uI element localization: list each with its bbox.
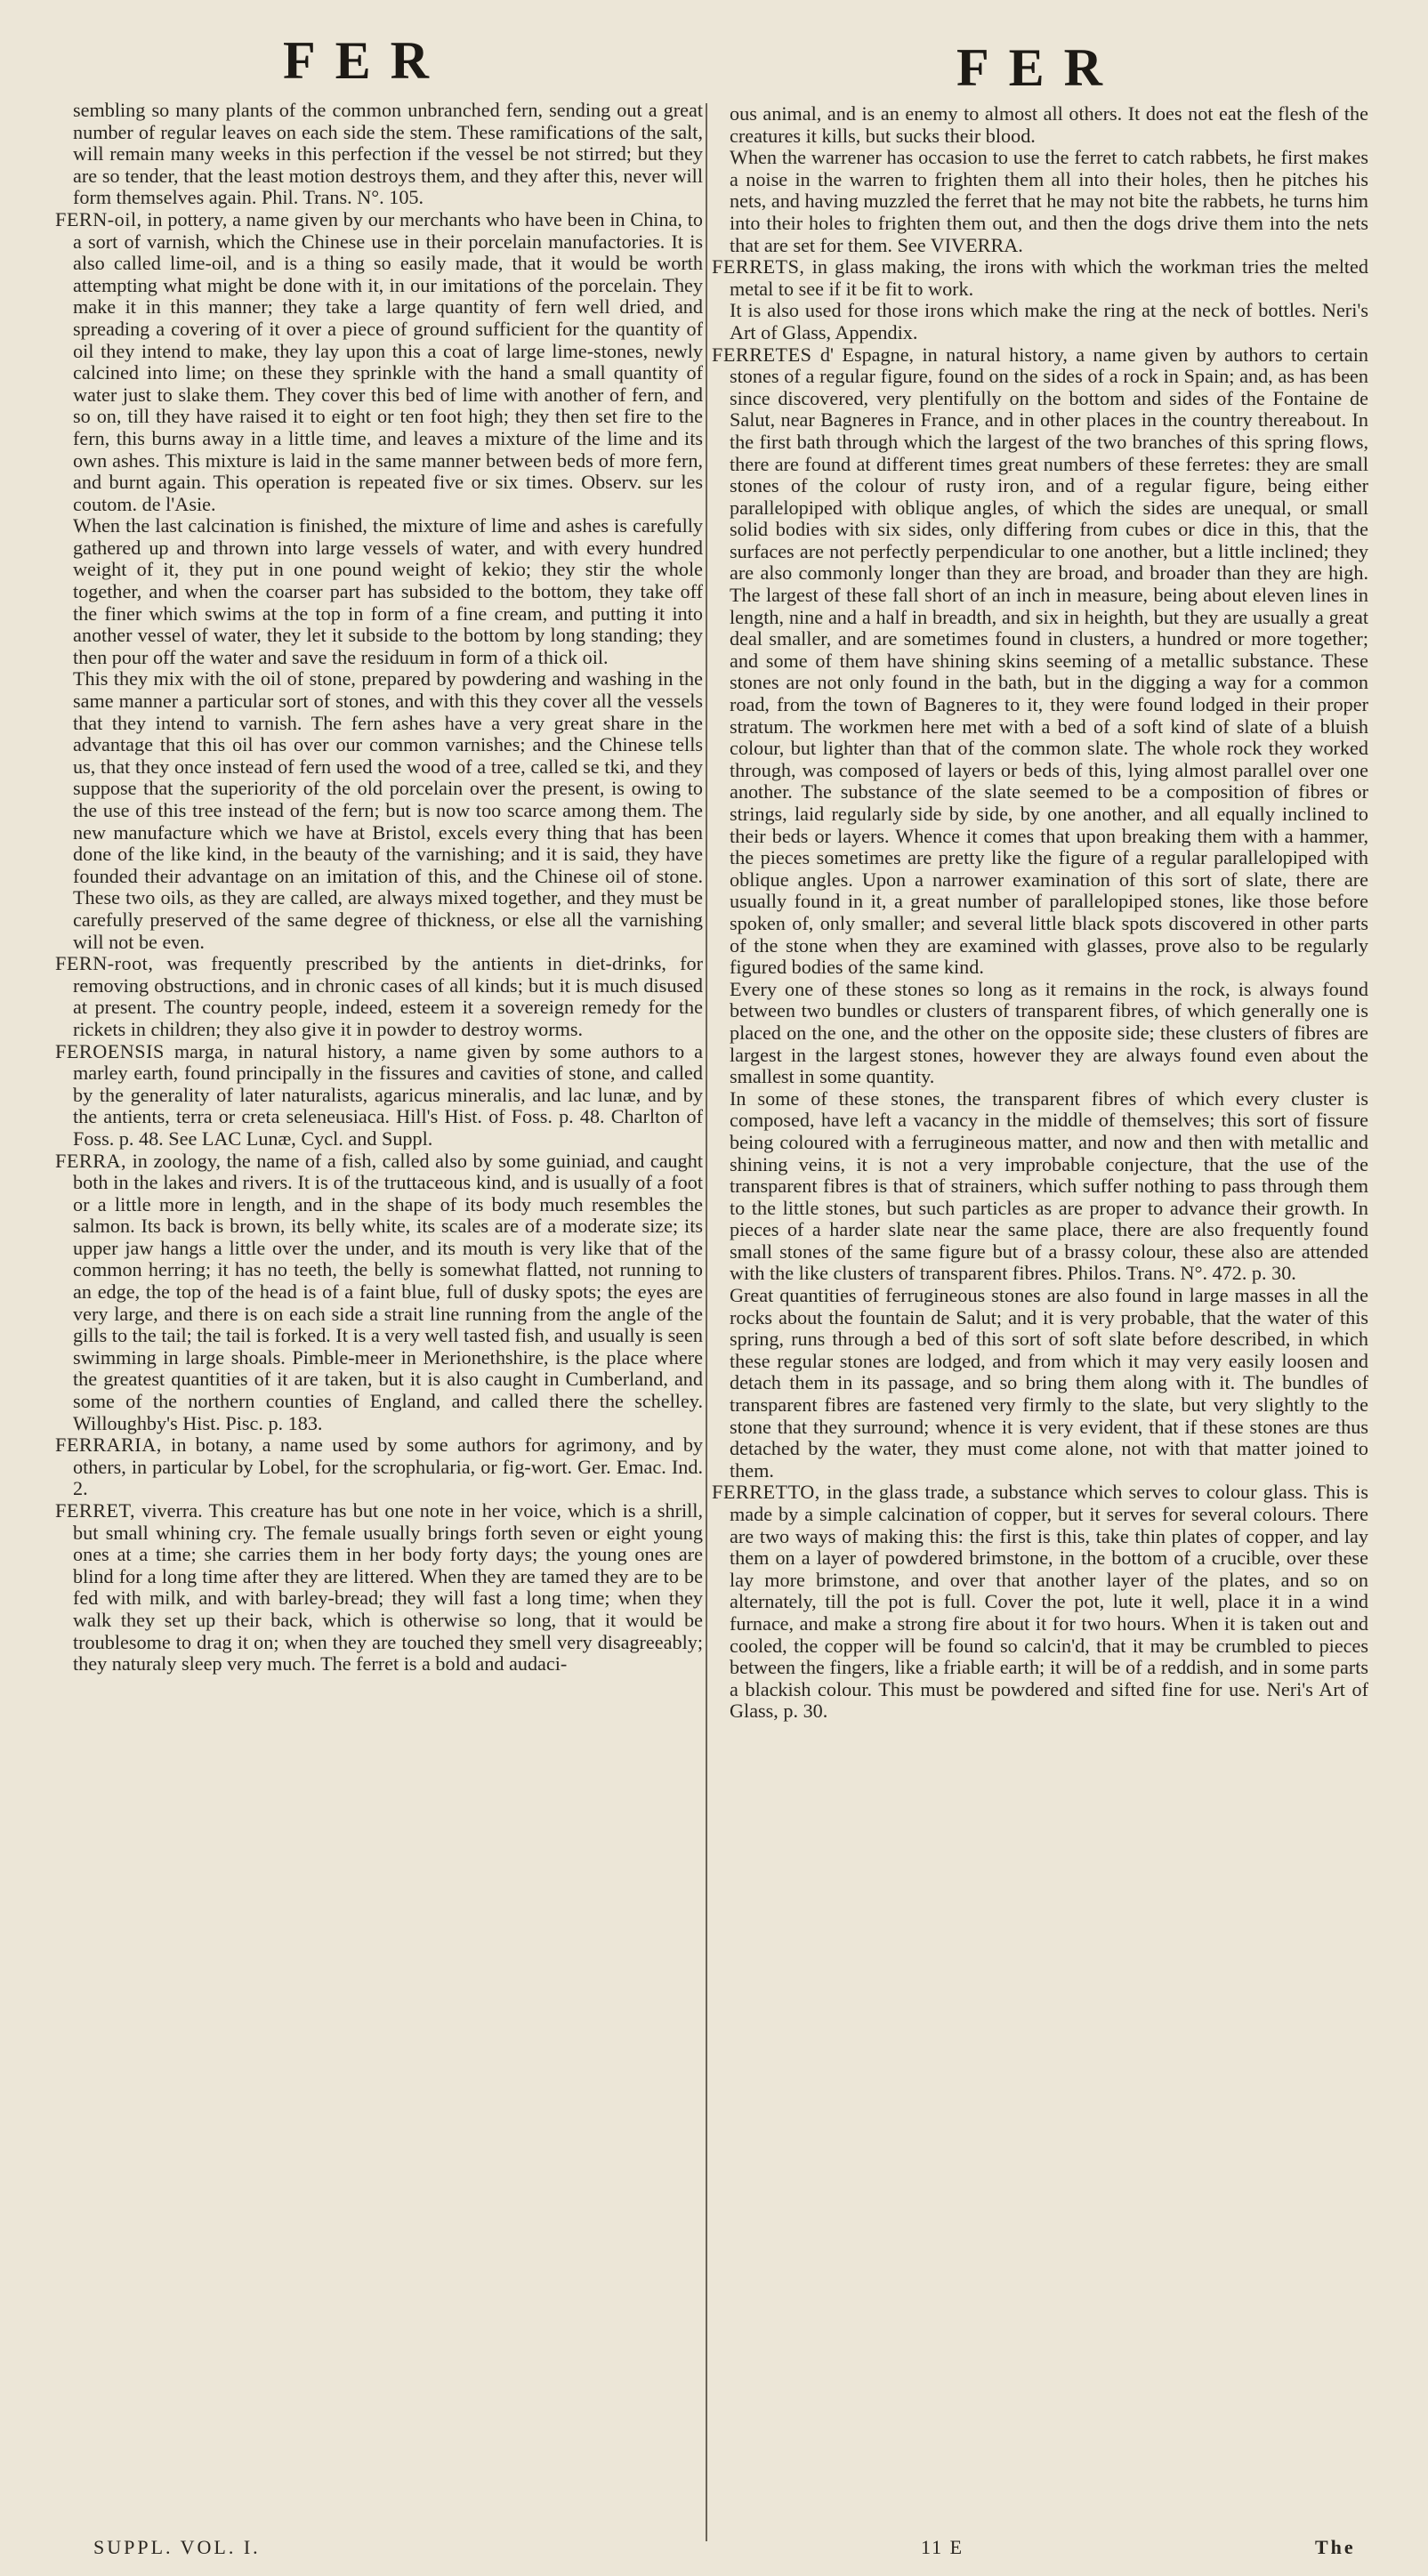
entry-text: This they mix with the oil of stone, prepared by powdering and washing in the same manner a particular sort of stones, and with this they cover all the vessels that they intend to varnish. The fern ashes have a very great share in the advantage that this oil has over our common varnishes; and the Chinese tells us, that they once instead of fern used the wood of a tree, called se tki, and they suppose that the superiority of the old porcelain over the present, is owing to the use of this tree instead of the fern; but is now too scarce among them. The new manufacture which we have at Bristol, excels every thing that has been done of the like kind, in the beauty of the varnishing; and it is said, they have founded their advantage on an imitation of this, and the Chinese oil of stone. These two oils, as they are called, are always mixed together, and they must be carefully preserved of the same degree of thickness, or else all the varnishing will not be even. xyxy=(73,667,703,953)
entry-text: In some of these stones, the transparent fibres of which every cluster is composed, have left a vacancy in the middle of themselves; this sort of fissure being coloured with a ferrugineous matter, and now and then with metallic and shining veins, it is not a very improbable conjecture, that the use of the transparent fibres is that of strainers, which suffer nothing to pass through them to the little stones, but such particles as are proper to advance their growth. In pieces of a harder slate near the same place, there are also frequently found small stones of the same figure but of a brassy colour, these also are attended with the like clusters of transparent fibres. Philos. Trans. N°. 472. p. 30. xyxy=(730,1086,1368,1285)
entry-paragraph xyxy=(55,515,703,668)
entry-text: When the last calcination is finished, the mixture of lime and ashes is carefully gathered up and thrown into large vessels of water, and with every hundred weight of it, they put in one pound weight of kekio; they stir the whole together, and when the coarser part has subsided to the bottom, they take off the finer which swims at the top in form of a fine cream, and putting it into another vessel of water, they let it subside to the bottom by long standing; they then pour off the water and save the residuum in form of a thick oil. xyxy=(73,514,703,668)
dictionary-entry xyxy=(712,1482,1368,1723)
entry-headword: FERRETES xyxy=(712,343,812,366)
dictionary-entry xyxy=(55,209,703,515)
entry-headword: FERRA, xyxy=(55,1149,127,1172)
dictionary-entry xyxy=(55,953,703,1040)
footer-catchword: The xyxy=(1315,2536,1356,2558)
entry-text: It is also used for those irons which make the ring at the neck of bottles. Neri's Art of Glass, Appendix. xyxy=(730,299,1368,343)
dictionary-entry xyxy=(55,1434,703,1500)
entry-headword: FERRARIA, xyxy=(55,1433,162,1457)
entry-text: was frequently prescribed by the antients in diet-drinks, for removing obstructions, and in chronic cases of all kinds; but it is much disused at present. The country people, indeed, esteem it a sovereign remedy for the rickets in children; they also give it in powder to destroy worms. xyxy=(73,952,703,1040)
dictionary-entry xyxy=(55,1151,703,1435)
entry-text: in glass making, the irons with which the workman tries the melted metal to see if it be fit to work. xyxy=(730,255,1368,300)
entry-paragraph xyxy=(55,100,703,209)
entry-headword: FERN-oil, xyxy=(55,207,142,230)
entry-text: in the glass trade, a substance which serves to colour glass. This is made by a simple calcination of copper, but it serves for several colours. There are two ways of making this: the first is this, take thin plates of copper, and lay them on a layer of powdered brimstone, in the bottom of a crucible, over these lay more brimstone, and over that another layer of the plates, and so on alternately, till the pot is full. Cover the pot, lute it well, place it in a wind furnace, and make a strong fire about it for two hours. When it is taken out and cooled, the copper will be found so calcin'd, that it may be crumbled to pieces between the fingers, like a friable earth; it will be of a reddish, and in some parts a blackish colour. This must be powdered and sifted fine for use. Neri's Art of Glass, p. 30. xyxy=(730,1481,1368,1723)
footer-volume: SUPPL. VOL. I. xyxy=(93,2536,261,2558)
entry-headword: FERRETS, xyxy=(712,255,805,279)
column-divider xyxy=(706,103,707,2541)
dictionary-entry xyxy=(55,1500,703,1676)
entry-paragraph xyxy=(712,1285,1368,1482)
entry-paragraph xyxy=(712,103,1368,147)
entry-text: When the warrener has occasion to use the ferret to catch rabbets, he first makes a noise in the warren to frighten them all into their holes, then he pitches his nets, and having muzzled the ferret that he may not bite the rabbets, he turns him into their holes to frighten them out, and then the dogs drive them into the nets that are set for them. See VIVERRA. xyxy=(730,146,1368,256)
entry-paragraph xyxy=(55,668,703,953)
entry-headword: FERRETTO, xyxy=(712,1481,820,1504)
dictionary-entry xyxy=(712,344,1368,979)
entry-text: sembling so many plants of the common unbranched fern, sending out a great number of regular leaves on each side the stem. These ramifications of the salt, will remain many weeks in this perfection if the vessel be not stirred; but they are so tender, that the least motion destroys them, and they after this, never will form themselves again. Phil. Trans. N°. 105. xyxy=(73,100,703,209)
entry-text: marga, in natural history, a name given by some authors to a marley earth, found principally in the fissures and cavities of stone, and called by the generality of later naturalists, agaricus mineralis, and lac lunæ, and by the antients, terra or creta seleneusiaca. Hill's Hist. of Foss. p. 48. Charlton of Foss. p. 48. See LAC Lunæ, Cycl. and Suppl. xyxy=(73,1039,703,1150)
entry-text: in botany, a name used by some authors for agrimony, and by others, in particular by Lobel, for the scrophularia, or fig-wort. Ger. Emac. Ind. 2. xyxy=(73,1433,703,1500)
entry-text: in pottery, a name given by our merchants who have been in China, to a sort of varnish, which the Chinese use in their porcelain manufactories. It is also called lime-oil, and is a thing so easily made, that it would be worth attempting what might be done with it, in our imitations of the porcelain. They make it in this manner; they take a large quantity of fern well dried, and spreading a covering of it over a piece of ground sufficient for the quantity of oil they intend to make, they lay upon this a coat of large lime-stones, newly calcined into lime; on these they sprinkle with the hand a small quantity of water just to slake them. They cover this bed of lime with another of fern, and so on, till they have raised it to eight or ten foot high; they then set fire to the fern, this burns away in a little time, and leaves a mixture of the lime and its own ashes. This mixture is laid in the same manner between beds of more fern, and burnt again. This operation is repeated five or six times. Observ. sur les coutom. de l'Asie. xyxy=(73,207,703,515)
entry-text: in zoology, the name of a fish, called also by some guiniad, and caught both in the lakes and rivers. It is of the truttaceous kind, and is usually of a foot or a little more in length, and in the shape of its body much resembles the salmon. Its back is brown, its belly white, its scales are of a moderate size; its upper jaw hangs a little over the under, and its mouth is very like that of the common herring; it has no teeth, the belly is somewhat flatted, not running to an edge, the top of the head is of a faint blue, full of dusky spots; the eyes are very large, and there is on each side a strait line running from the angle of the gills to the tail; the tail is forked. It is a very well tasted fish, and usually is seen swimming in large shoals. Pimble-meer in Merionethshire, is the place where the greatest quantities of it are taken, but it is also caught in Cumberland, and some of the northern counties of England, and called there the schelley. Willoughby's Hist. Pisc. p. 183. xyxy=(73,1149,703,1434)
entry-headword: FEROENSIS xyxy=(55,1039,165,1062)
running-head-right: FER xyxy=(956,38,1122,97)
footer-signature: 11 E xyxy=(921,2536,964,2558)
right-column xyxy=(712,103,1368,2524)
dictionary-entry xyxy=(55,1041,703,1151)
entry-text: viverra. This creature has but one note in her voice, which is a shrill, but small whining cry. The female usually brings forth seven or eight young ones at a time; she carries them in her body forty days; the young ones are blind for a long time after they are littered. When they are tamed they are to be fed with milk, and with barley-bread; they will fast a long time; when they walk they set up their back, which is otherwise so long, that it would be troublesome to drag it on; when they are touched they smell very disagreeably; they naturaly sleep very much. The ferret is a bold and audaci- xyxy=(73,1499,703,1676)
entry-paragraph xyxy=(712,979,1368,1088)
left-column xyxy=(55,100,703,2513)
entry-paragraph xyxy=(712,147,1368,256)
dictionary-entry xyxy=(712,256,1368,300)
entry-text: Every one of these stones so long as it remains in the rock, is always found between two bundles or clusters of transparent fibres, of which generally one is placed on the one, and the other on the opposite side; these clusters of fibres are largest in the largest stones, however they are always found even about the smallest in some quantity. xyxy=(730,977,1368,1088)
entry-text: d' Espagne, in natural history, a name given by authors to certain stones of a regular figure, found on the sides of a rock in Spain; and, as has been since discovered, very plentifully on the bottom and sides of the Fontaine de Salut, near Bagneres in France, and in other places in the country thereabout. In the first bath through which the largest of the two branches of this spring flows, there are found at different times great numbers of these ferretes: they are small stones of the colour of rusty iron, and of a regular figure, being either parallelopiped with oblique angles, of which the sides are unequal, or small solid bodies with six sides, only differing from cubes or dice in this, that the surfaces are not perfectly perpendicular to one another, but a little inclined; they are also commonly longer than they are broad, and broader than they are high. The largest of these fall short of an inch in measure, being about eleven lines in length, nine and a half in breadth, and six in heighth, but they are usually a great deal smaller, and are sometimes found in clusters, a hundred or more together; and some of them have shining skins seeming of a metallic substance. These stones are not only found in the bath, but in the digging a way for a common road, from the town of Bagneres to it, they were found lodged in their proper stratum. The workmen here met with a bed of a soft kind of slate of a bluish colour, but lighter than that of the common slate. The whole rock they worked through, was composed of layers or beds of this, lying almost parallel over one another. The substance of the slate seemed to be a composition of fibres or strings, laid regularly side by side, by one another, and all equally inclined to their beds or layers. Whence it comes that upon breaking them with a hammer, the pieces sometimes are pretty like the figure of a regular parallelopiped with oblique angles. Upon a narrower examination of this sort of slate, there are usually found in it, a great number of parallelopiped stones, like those before spoken of, only smaller; and several little black spots discovered in other parts of the stone when they are examined with glasses, prove also to be regularly figured bodies of the same kind. xyxy=(730,343,1368,979)
entry-paragraph xyxy=(712,300,1368,343)
running-head-left: FER xyxy=(283,31,448,90)
entry-text: ous animal, and is an enemy to almost all others. It does not eat the flesh of the creatures it kills, but sucks their blood. xyxy=(730,103,1368,147)
entry-headword: FERN-root, xyxy=(55,952,154,975)
entry-text: Great quantities of ferrugineous stones are also found in large masses in all the rocks about the fountain de Salut; and it is very probable, that the water of this spring, runs through a bed of this sort of soft slate before described, in which these regular stones are lodged, and from which it may very easily loosen and detach them in its passage, and so bring them along with it. The bundles of transparent fibres are fastened very firmly to the slate, but very slightly to the stone that they surround; whence it is very evident, that if these stones are thus detached by the water, they must come alone, not with that matter joined to them. xyxy=(730,1284,1368,1482)
entry-headword: FERRET, xyxy=(55,1499,135,1522)
entry-paragraph xyxy=(712,1088,1368,1285)
